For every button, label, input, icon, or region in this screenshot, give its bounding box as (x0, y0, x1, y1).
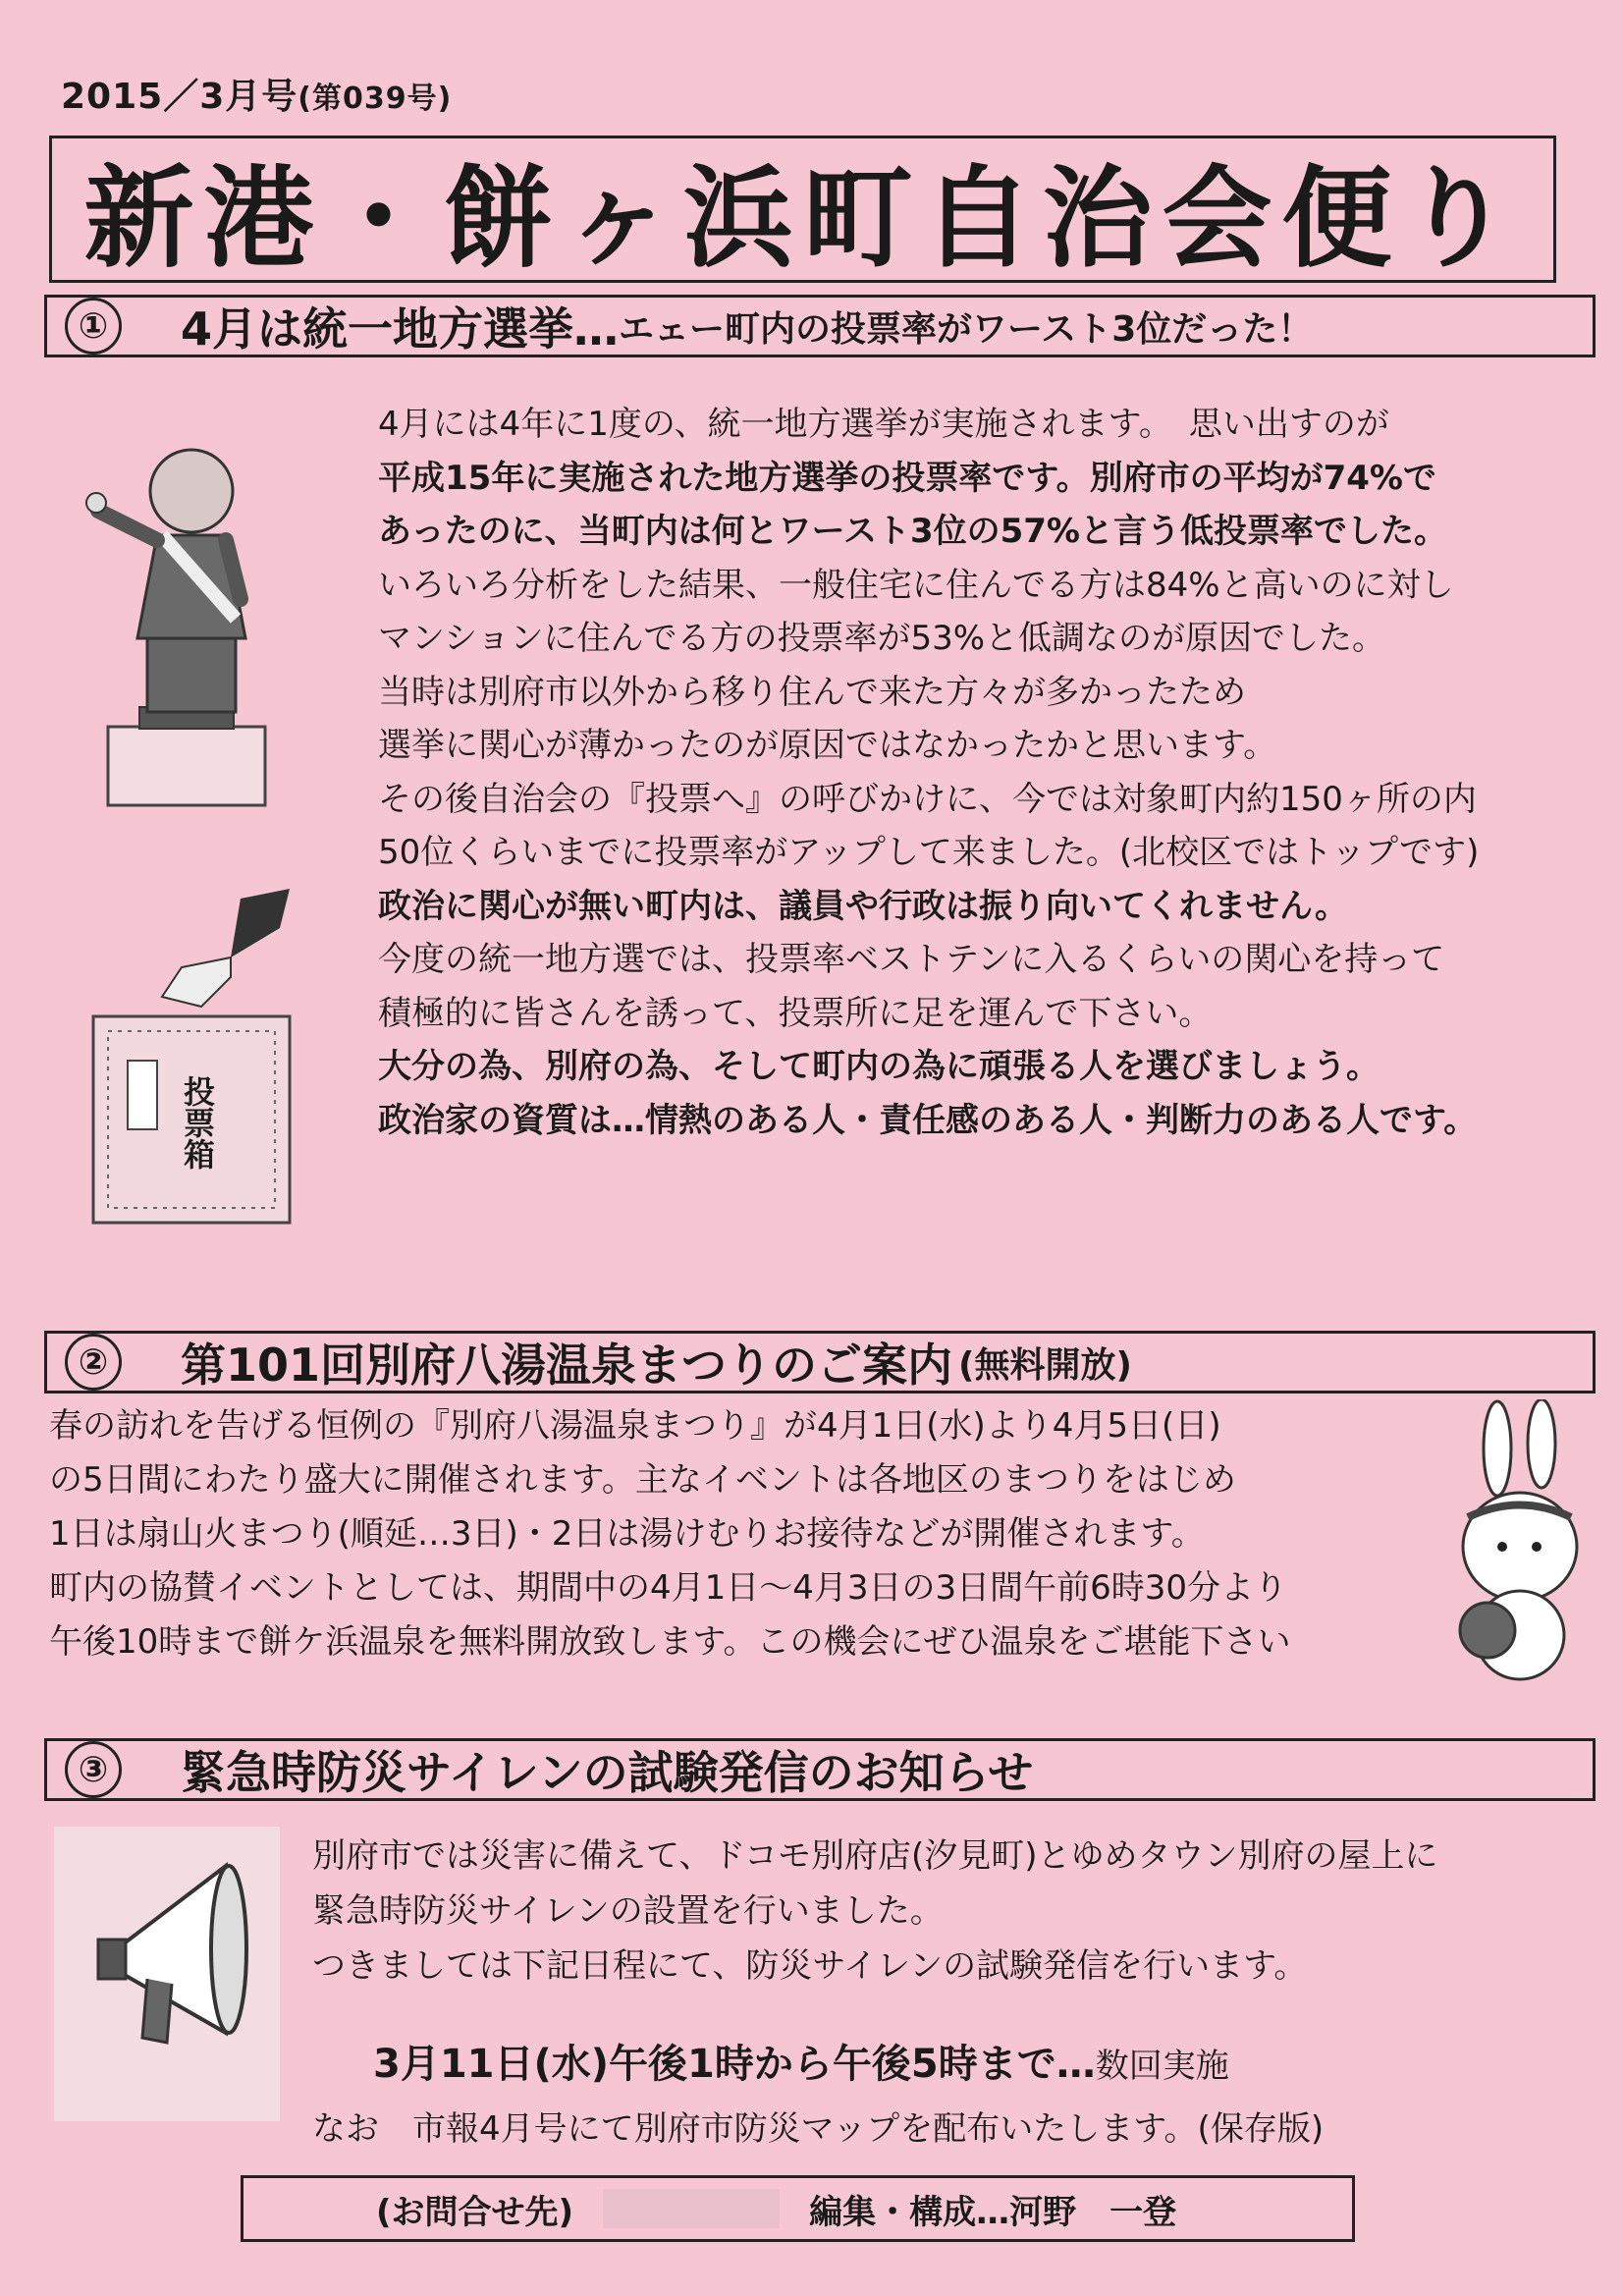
section3-body (312, 1829, 1438, 1994)
megaphone-illustration (54, 1827, 280, 2121)
schedule-sub: 数回実施 (1095, 2047, 1229, 2086)
issue-label: 2015／3月号 (61, 77, 298, 117)
section1-line: いろいろ分析をした結果、一般住宅に住んでる方は84%と高いのに対し (378, 565, 1454, 605)
section1-line: マンションに住んでる方の投票率が53%と低調なのが原因でした。 (378, 619, 1386, 658)
section1-line: 今度の統一地方選では、投票率ベストテンに入るくらいの関心を持って (378, 940, 1445, 979)
ballot-box-illustration (83, 889, 299, 1232)
section2-line: 午後10時まで餅ケ浜温泉を無料開放致します。この機会にぜひ温泉をご堪能下さい (49, 1622, 1291, 1662)
contact-label: (お問合せ先) (376, 2192, 574, 2232)
section1-line: 50位くらいまでに投票率がアップして来ました。(北校区ではトップです) (378, 833, 1480, 872)
schedule-main: 3月11日(水)午後1時から午後5時まで… (373, 2042, 1096, 2087)
section1-line: その後自治会の『投票へ』の呼びかけに、今では対象町内約150ヶ所の内 (378, 779, 1477, 819)
section1-body (378, 398, 1479, 1147)
section2-heading (44, 1331, 1596, 1394)
editor-credit: 編集・構成…河野 一登 (809, 2192, 1177, 2232)
ballot-box-label: 投票箱 (179, 1075, 216, 1170)
section1-title: 4月は統一地方選挙… (181, 302, 620, 355)
section2-title: 第101回別府八湯温泉まつりのご案内 (181, 1339, 953, 1392)
section3-line: つきましては下記日程にて、防災サイレンの試験発信を行います。 (312, 1946, 1308, 1986)
section3-note: なお 市報4月号にて別府市防災マップを配布いたします。(保存版) (312, 2109, 1325, 2149)
section2-line: 春の訪れを告げる恒例の『別府八湯温泉まつり』が4月1日(水)より4月5日(日) (49, 1406, 1221, 1446)
section3-number: ③ (65, 1741, 122, 1798)
redacted-contact (603, 2189, 780, 2228)
section2-line: の5日間にわたり盛大に開催されます。主なイベントは各地区のまつりをはじめ (49, 1460, 1236, 1500)
section3-title: 緊急時防災サイレンの試験発信のお知らせ (181, 1746, 1034, 1799)
section1-subtitle: エェー町内の投票率がワースト3位だった！ (619, 308, 1314, 350)
section1-line: 積極的に皆さんを誘って、投票所に足を運んで下さい。 (378, 993, 1213, 1033)
section1-line: 政治家の資質は…情熱のある人・責任感のある人・判断力のある人です。 (378, 1100, 1478, 1140)
rabbit-mascot-illustration (1443, 1399, 1591, 1694)
footer-box (241, 2175, 1355, 2242)
section2-number: ② (65, 1334, 122, 1391)
section3-line: 緊急時防災サイレンの設置を行いました。 (312, 1891, 944, 1931)
section3-heading (44, 1738, 1596, 1801)
section1-line: 当時は別府市以外から移り住んで来た方々が多かったため (378, 672, 1246, 712)
section2-line: 町内の協賛イベントとしては、期間中の4月1日～4月3日の3日間午前6時30分より (49, 1568, 1288, 1608)
siren-schedule (373, 2033, 1229, 2089)
issue-number: (第039号) (298, 82, 453, 116)
section2-subtitle: (無料開放) (958, 1344, 1132, 1386)
newsletter-title: 新港・餅ヶ浜町自治会便り (49, 136, 1556, 283)
politician-illustration (69, 432, 304, 815)
section2-line: 1日は扇山火まつり(順延…3日)・2日は湯けむりお接待などが開催されます。 (49, 1514, 1205, 1554)
section1-line: あったのに、当町内は何とワースト3位の57%と言う低投票率でした。 (378, 512, 1447, 551)
section1-line: 政治に関心が無い町内は、議員や行政は振り向いてくれません。 (378, 886, 1349, 926)
section1-line: 選挙に関心が薄かったのが原因ではなかったかと思います。 (378, 726, 1277, 765)
section1-heading (44, 295, 1596, 357)
section1-line: 4月には4年に1度の、統一地方選挙が実施されます。 思い出すのが (378, 405, 1389, 444)
section2-body (49, 1399, 1291, 1669)
issue-date (61, 69, 452, 119)
section1-number: ① (65, 298, 122, 355)
section1-line: 平成15年に実施された地方選挙の投票率です。別府市の平均が74%で (378, 458, 1436, 498)
section3-line: 別府市では災害に備えて、ドコモ別府店(汐見町)とゆめタウン別府の屋上に (312, 1836, 1438, 1876)
section1-line: 大分の為、別府の為、そして町内の為に頑張る人を選びましょう。 (378, 1047, 1380, 1086)
